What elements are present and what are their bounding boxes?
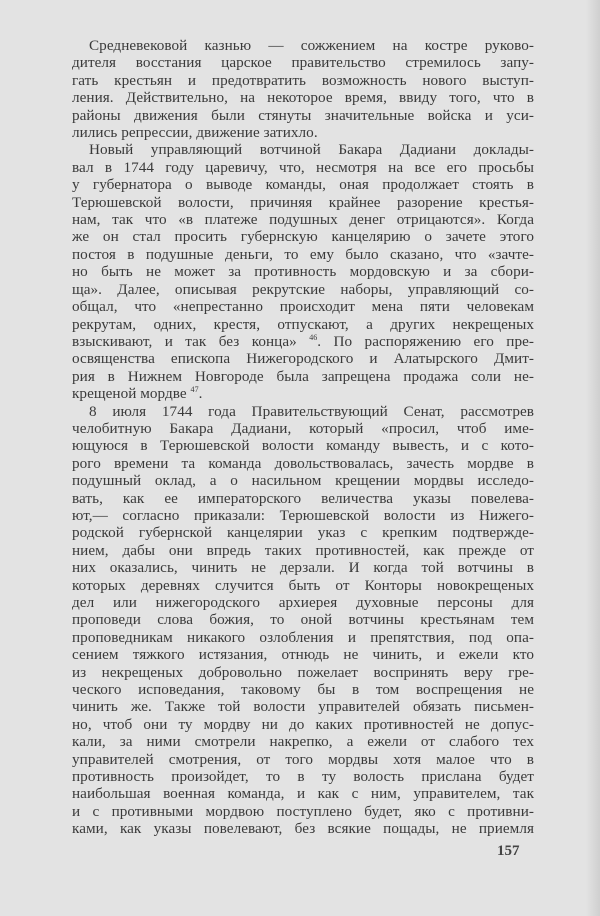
text-line xyxy=(72,263,534,280)
text-line xyxy=(72,490,534,507)
line-text: взыскивают, и так без конца» xyxy=(72,332,310,350)
line-text: ческого исповедания, таковому бы в том воспрещения не xyxy=(72,681,534,699)
text-line xyxy=(72,594,534,611)
line-text: но, чтоб они ту мордву ни до каких противностей не допус- xyxy=(72,715,534,733)
line-text: которых деревнях случится быть от Конторы новокрещеных xyxy=(72,576,534,594)
line-text: дителя восстания царское правительство стремилось запу- xyxy=(72,54,534,72)
line-text: рия в Нижнем Новгороде была запрещена продажа соли не- xyxy=(72,367,534,385)
paragraph xyxy=(72,37,534,141)
footnote-reference: 47 xyxy=(190,385,199,395)
line-text: противность произойдет, то в ту волость прислана будет xyxy=(72,768,534,786)
text-line xyxy=(72,124,534,141)
text-line xyxy=(72,472,534,489)
text-line xyxy=(72,211,534,228)
text-line xyxy=(72,664,534,681)
line-text: но быть не может за противность мордовскую и за сбори- xyxy=(72,263,534,281)
text-line xyxy=(72,524,534,541)
line-text: вать, как ее императорского величества указы повелева- xyxy=(72,489,534,507)
text-line xyxy=(72,298,534,315)
line-text: проповеди слова божия, то оной вотчины крестьянам тем xyxy=(72,611,534,629)
line-text: проповедникам никакого озлобления и препятствия, под опа- xyxy=(72,628,534,646)
text-line xyxy=(72,176,534,193)
text-line xyxy=(72,159,534,176)
text-line xyxy=(72,246,534,263)
paragraph xyxy=(72,141,534,402)
line-text: у губернатора о выводе команды, оная продолжает стоять в xyxy=(72,176,534,194)
text-line xyxy=(72,437,534,454)
text-line xyxy=(72,803,534,820)
text-line xyxy=(72,646,534,663)
body-text xyxy=(72,37,534,838)
line-text: ления. Действительно, на некоторое время, ввиду того, что в xyxy=(72,89,534,107)
text-line xyxy=(72,507,534,524)
line-text: подушный оклад, а о насильном крещении мордвы исследо- xyxy=(72,472,534,490)
text-line xyxy=(72,316,534,333)
line-text: Терюшевской волости, причиняя крайнее разорение крестья- xyxy=(72,193,534,211)
text-line xyxy=(72,455,534,472)
line-text: Средневековой казнью — сожжением на костре руково- xyxy=(89,37,534,54)
line-text: родской губернской канцелярии указ с крепким подтвержде- xyxy=(72,524,534,542)
line-text: челобитную Бакара Дадиани, который «просил, чтоб име- xyxy=(72,419,534,437)
text-line xyxy=(72,281,534,298)
line-text: постоя в подушные деньги, то ему было сказано, что «зачте- xyxy=(72,245,534,263)
text-line xyxy=(72,107,534,124)
line-text: районы движения были стянуты значительные войска и уси- xyxy=(72,106,534,124)
text-line xyxy=(72,733,534,750)
text-line xyxy=(72,820,534,837)
page-edge-shadow xyxy=(586,0,600,916)
line-text: ками, как указы повелевают, без всякие пощады, не приемля xyxy=(72,820,534,838)
text-line xyxy=(72,72,534,89)
text-line xyxy=(72,368,534,385)
line-text: рого времени та команда довольствовалась, зачесть мордве в xyxy=(72,454,534,472)
line-text: управителей смотрения, от того мордвы хотя малое что в xyxy=(72,750,534,768)
text-line xyxy=(72,333,534,350)
text-line xyxy=(72,350,534,367)
text-line xyxy=(72,420,534,437)
text-line xyxy=(72,542,534,559)
line-text: . xyxy=(198,385,203,403)
text-line xyxy=(72,194,534,211)
line-text: общал, что «непрестанно происходит мена пяти человекам xyxy=(72,298,534,316)
line-text: нием, дабы они впредь таких противностей, как прежде от xyxy=(72,541,534,559)
line-text: . По распоряжению его пре- xyxy=(317,332,534,350)
text-line xyxy=(72,768,534,785)
line-text: ющуюся в Терюшевской волости команду вывесть, и с кото- xyxy=(72,437,534,455)
line-text: вал в 1744 году царевичу, что, несмотря на все его просьбы xyxy=(72,158,534,176)
text-line xyxy=(72,37,534,54)
line-text: нам, так что «в платеже подушных денег отрицаются». Когда xyxy=(72,211,534,229)
line-text: дел или нижегородского архиерея духовные персоны для xyxy=(72,594,534,611)
line-text: из некрещеных добровольно пожелает воспринять веру гре- xyxy=(72,663,534,681)
line-text: гать крестьян и предотвратить возможность нового выступ- xyxy=(72,71,534,89)
text-line xyxy=(72,611,534,628)
text-line xyxy=(72,681,534,698)
text-line xyxy=(72,629,534,646)
text-line xyxy=(72,141,534,158)
line-text: ют,— согласно приказали: Терюшевской волости из Нижего- xyxy=(72,506,534,524)
line-text: освященства епископа Нижегородского и Алатырского Дмит- xyxy=(72,350,534,368)
line-text: чинить же. Также той волости управителей обязать письмен- xyxy=(72,698,534,716)
line-text: рекрутам, одних, крестя, отпускают, а других некрещеных xyxy=(72,315,534,333)
line-text: 8 июля 1744 года Правительствующий Сенат, рассмотрев xyxy=(89,402,534,420)
text-line xyxy=(72,785,534,802)
paragraph xyxy=(72,403,534,838)
line-text: них оказались, чинить не дерзали. И когда той вотчины в xyxy=(72,559,534,577)
line-text: кали, за ними смотрели накрепко, а ежели от слабого тех xyxy=(72,733,534,751)
text-line xyxy=(72,54,534,71)
line-text: сением тяжкого истязания, отнюдь не чинить, и ежели кто xyxy=(72,646,534,664)
line-text: лились репрессии, движение затихло. xyxy=(72,124,318,142)
text-line xyxy=(72,403,534,420)
text-line xyxy=(72,577,534,594)
text-line xyxy=(72,385,534,402)
line-text: же он стал просить губернскую канцелярию о зачете этого xyxy=(72,228,534,246)
text-line xyxy=(72,228,534,245)
text-line xyxy=(72,698,534,715)
line-text: Новый управляющий вотчиной Бакара Дадиани доклады- xyxy=(89,141,534,159)
line-text: наибольшая военная команда, и как с ним, управителем, так xyxy=(72,785,534,803)
line-text: крещеной мордве xyxy=(72,385,191,403)
page-number: 157 xyxy=(497,843,520,859)
text-line xyxy=(72,751,534,768)
text-line xyxy=(72,716,534,733)
footnote-reference: 46 xyxy=(309,332,318,342)
text-line xyxy=(72,559,534,576)
text-line xyxy=(72,89,534,106)
line-text: ща». Далее, описывая рекрутские наборы, управляющий со- xyxy=(72,280,534,298)
line-text: и с противными мордвою поступлено будет, яко с противни- xyxy=(72,802,534,820)
